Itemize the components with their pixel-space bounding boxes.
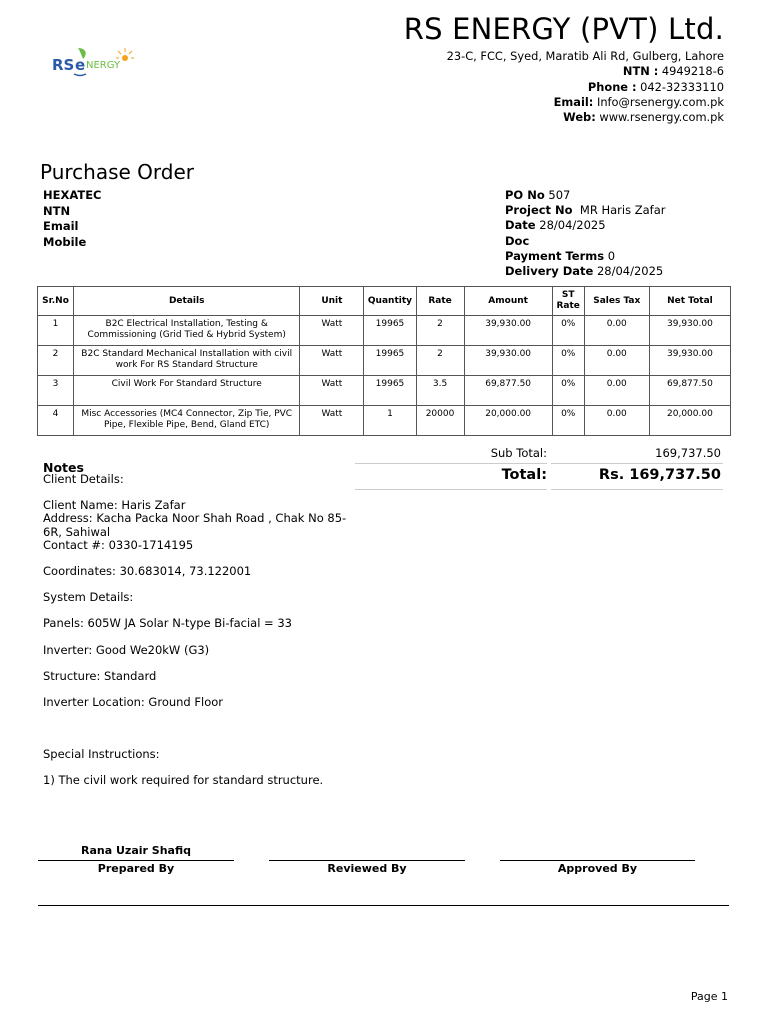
cell-net-total: 39,930.00 [649,316,730,346]
divider [355,489,547,490]
prepared-by-name: Rana Uzair Shafiq [81,844,191,857]
notes-line: Structure: Standard [43,668,157,683]
notes-line: Inverter: Good We20kW (G3) [43,642,210,657]
cell-st-rate: 0% [552,346,584,376]
vendor-info [43,188,102,250]
cell-srno: 3 [38,376,74,406]
col-header: Net Total [649,287,730,316]
cell-net-total: 39,930.00 [649,346,730,376]
table-row [38,406,731,436]
notes-line: Special Instructions: [43,747,160,762]
col-header: Sales Tax [584,287,649,316]
cell-amount: 39,930.00 [464,316,552,346]
col-header: Quantity [364,287,416,316]
vendor-mobile-label: Mobile [43,234,87,249]
divider [355,463,547,464]
signature-line [500,860,695,861]
page-number: Page 1 [690,990,728,1003]
logo-text-e: e [75,56,86,74]
vendor-ntn-label: NTN [43,203,71,218]
po-doc: Doc [505,233,530,248]
notes-line: Contact #: 0330-1714195 [43,537,194,552]
po-info [505,188,666,279]
company-ntn: NTN : 4949218-6 [622,64,724,79]
notes-line: Panels: 605W JA Solar N-type Bi-facial = 33 [43,616,292,631]
col-header: ST Rate [552,287,584,316]
footer-divider [38,905,729,906]
col-header: Details [74,287,300,316]
divider [551,463,723,464]
signature-line [269,860,465,861]
notes-title: Notes [43,460,84,475]
cell-details: B2C Standard Mechanical Installation with civil work For RS Standard Structure [74,346,300,376]
subtotal-label: Sub Total: [490,446,547,460]
vendor-name: HEXATEC [43,188,102,202]
total-value: Rs. 169,737.50 [598,467,721,483]
po-date: Date 28/04/2025 [505,218,606,233]
cell-sales-tax: 0.00 [584,376,649,406]
cell-details: B2C Electrical Installation, Testing & Commissioning (Grid Tied & Hybrid System) [74,316,300,346]
col-header: Sr.No [38,287,74,316]
cell-unit: Watt [300,376,364,406]
notes-spacer [43,657,363,670]
prepared-by-label: Prepared By [97,862,175,875]
company-email: Email: Info@rsenergy.com.pk [553,94,724,109]
po-number: PO No 507 [505,188,571,202]
cell-rate: 2 [416,346,464,376]
cell-st-rate: 0% [552,406,584,436]
items-table [37,286,731,436]
document-title: Purchase Order [40,160,195,184]
company-logo [50,46,136,80]
cell-net-total: 69,877.50 [649,376,730,406]
notes-spacer [43,709,363,722]
notes-line: Address: Kacha Packa Noor Shah Road , Chak No 85-6R, Sahiwal [43,511,347,539]
cell-rate: 20000 [416,406,464,436]
payment-terms: Payment Terms 0 [505,248,616,263]
cell-unit: Watt [300,346,364,376]
notes-line: Client Name: Haris Zafar [43,498,186,513]
cell-st-rate: 0% [552,316,584,346]
notes-line: Coordinates: 30.683014, 73.122001 [43,564,252,579]
notes-body [43,473,363,788]
company-phone: Phone : 042-32333110 [587,79,724,94]
logo-text-nergy: NERGY [86,60,121,71]
logo-text-rs: RS [52,56,75,74]
notes-spacer [43,631,363,644]
notes-line: Inverter Location: Ground Floor [43,695,223,710]
total-label: Total: [501,467,547,483]
company-address: 23-C, FCC, Syed, Maratib Ali Rd, Gulberg, Lahore [446,49,724,63]
cell-quantity: 1 [364,406,416,436]
table-row [38,346,731,376]
notes-line: Client Details: [43,472,124,486]
cell-quantity: 19965 [364,376,416,406]
cell-st-rate: 0% [552,376,584,406]
cell-srno: 2 [38,346,74,376]
cell-net-total: 20,000.00 [649,406,730,436]
cell-rate: 2 [416,316,464,346]
notes-spacer [43,722,363,735]
col-header: Rate [416,287,464,316]
cell-rate: 3.5 [416,376,464,406]
cell-unit: Watt [300,406,364,436]
cell-sales-tax: 0.00 [584,346,649,376]
vendor-email-label: Email [43,219,79,234]
approved-by-label: Approved By [557,862,638,875]
table-row [38,316,731,346]
table-row [38,376,731,406]
cell-srno: 1 [38,316,74,346]
col-header: Unit [300,287,364,316]
signature-line [38,860,234,861]
cell-unit: Watt [300,316,364,346]
cell-amount: 39,930.00 [464,346,552,376]
cell-amount: 20,000.00 [464,406,552,436]
divider [551,489,723,490]
cell-details: Misc Accessories (MC4 Connector, Zip Tie, PVC Pipe, Flexible Pipe, Bend, Gland ETC) [74,406,300,436]
cell-sales-tax: 0.00 [584,316,649,346]
notes-line: System Details: [43,590,134,605]
reviewed-by-label: Reviewed By [327,862,407,875]
cell-quantity: 19965 [364,346,416,376]
delivery-date: Delivery Date 28/04/2025 [505,264,664,279]
company-web: Web: www.rsenergy.com.pk [563,110,724,125]
notes-line: 1) The civil work required for standard structure. [43,773,324,788]
cell-quantity: 19965 [364,316,416,346]
cell-amount: 69,877.50 [464,376,552,406]
cell-sales-tax: 0.00 [584,406,649,436]
col-header: Amount [464,287,552,316]
company-name: RS ENERGY (PVT) Ltd. [403,12,724,46]
cell-details: Civil Work For Standard Structure [74,376,300,406]
project-number: Project No MR Haris Zafar [505,203,666,218]
table-header-row [38,287,731,316]
subtotal-value: 169,737.50 [655,446,721,460]
company-contact-block [447,49,724,125]
cell-srno: 4 [38,406,74,436]
